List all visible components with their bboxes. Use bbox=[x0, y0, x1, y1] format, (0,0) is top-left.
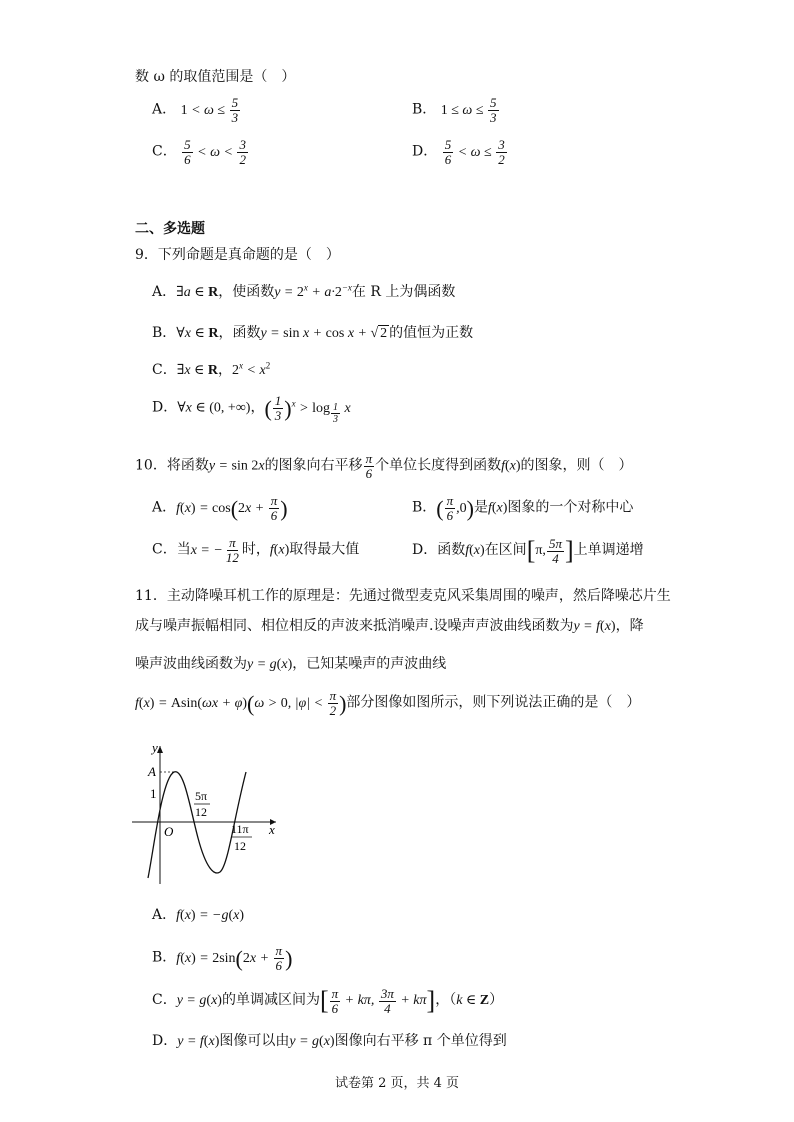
stem-text: 噪声波曲线函数为 bbox=[135, 656, 247, 672]
option-math: [π, $\frac{5\pi}{4}$ ] bbox=[526, 535, 574, 566]
option-label: B． bbox=[412, 101, 437, 118]
sine-graph bbox=[128, 738, 288, 886]
q8-option-d[interactable] bbox=[412, 138, 508, 167]
option-label: A． bbox=[152, 284, 177, 300]
amplitude-label: A bbox=[148, 764, 156, 779]
stem-math: f(x) bbox=[501, 458, 521, 474]
stem-math: f(x) = Asin(ωx + φ)(ω > 0, |φ| < $\frac{\pi}{2}$ ) bbox=[135, 688, 347, 718]
option-text: 的值恒为正数 bbox=[389, 325, 474, 341]
option-label: D． bbox=[152, 1033, 178, 1049]
option-text: 上单调递增 bbox=[573, 542, 644, 559]
option-text: 是 bbox=[473, 499, 488, 516]
y-axis-arrow bbox=[157, 746, 163, 753]
option-label: D． bbox=[412, 143, 438, 160]
option-text: ，使函数 bbox=[218, 284, 275, 300]
option-text: 在区间 bbox=[484, 542, 527, 559]
option-text: 当 bbox=[176, 541, 191, 558]
q9-option-c[interactable] bbox=[152, 359, 270, 379]
q10-stem bbox=[135, 452, 633, 481]
page-footer: 试卷第 2 页，共 4 页 bbox=[334, 1076, 460, 1091]
option-text: 图像可以由 bbox=[219, 1033, 290, 1049]
option-text: 在 R 上为偶函数 bbox=[351, 284, 456, 300]
tick1-den: 12 bbox=[195, 805, 207, 819]
option-label: A． bbox=[152, 907, 177, 923]
option-math: x = − $\frac{\pi}{12}$ bbox=[190, 535, 239, 565]
q10-option-c[interactable] bbox=[152, 536, 359, 565]
stem-text: ，降 bbox=[615, 618, 644, 634]
option-math: f(x) bbox=[465, 543, 485, 559]
option-math: $2^x < x^2$ bbox=[232, 360, 271, 378]
q11-line3 bbox=[135, 653, 446, 673]
q11-option-d[interactable] bbox=[152, 1030, 507, 1050]
q8-stem-tail: 数 ω 的取值范围是（ ） bbox=[135, 69, 296, 85]
tick1-num: 5π bbox=[195, 789, 208, 803]
tick2-num: 11π bbox=[231, 822, 249, 836]
q9-stem: 9．下列命题是真命题的是（ ） bbox=[135, 247, 340, 263]
option-text: ，（ bbox=[435, 992, 457, 1009]
option-text: 取得最大值 bbox=[289, 541, 360, 558]
option-label: B． bbox=[412, 499, 437, 516]
origin-label: O bbox=[164, 824, 174, 839]
option-text: 时， bbox=[241, 541, 270, 558]
option-math: $y = 2^x + a\cdot 2^{-x}$ bbox=[274, 282, 352, 300]
option-math: ∃a ∈ R bbox=[176, 285, 219, 300]
q11-line2 bbox=[135, 615, 644, 635]
option-label: C． bbox=[152, 541, 177, 558]
q10-option-a[interactable] bbox=[152, 494, 288, 523]
one-label: 1 bbox=[150, 786, 157, 801]
q9-option-b[interactable] bbox=[152, 322, 473, 342]
option-label: D． bbox=[412, 542, 438, 559]
q8-option-c[interactable] bbox=[152, 138, 249, 167]
option-label: B． bbox=[152, 949, 177, 966]
option-math: ∃x ∈ R bbox=[176, 363, 219, 378]
option-text: 图象的一个对称中心 bbox=[507, 499, 634, 516]
stem-math: y = g(x) bbox=[247, 657, 293, 672]
option-math: k ∈ Z bbox=[456, 993, 490, 1009]
option-math: f(x) = cos(2x + $\frac{\pi}{6}$ ) bbox=[176, 493, 288, 523]
q8-option-b[interactable] bbox=[412, 96, 500, 125]
option-math: f(x) bbox=[269, 542, 290, 558]
option-math: y = f(x) bbox=[177, 1034, 220, 1049]
option-label: C． bbox=[152, 143, 177, 160]
option-math: ( $\frac{\pi}{6}$ ,0) bbox=[436, 493, 474, 523]
section-title: 二、多选题 bbox=[135, 220, 205, 236]
stem-text: ，已知某噪声的声波曲线 bbox=[292, 656, 447, 672]
stem-text: 成与噪声振幅相同、相位相反的声波来抵消噪声.设噪声声波曲线函数为 bbox=[135, 618, 574, 634]
option-math: 1 ≤ ω ≤ $\frac{5}{3}$ bbox=[440, 95, 497, 125]
option-math: $\frac{5}{6}$ < ω < $\frac{3}{2}$ bbox=[184, 137, 246, 167]
option-label: C． bbox=[152, 992, 177, 1009]
tick2-den: 12 bbox=[234, 839, 246, 853]
x-label: x bbox=[269, 822, 275, 837]
option-text: 的单调减区间为 bbox=[221, 992, 320, 1009]
option-math: f(x) = −g(x) bbox=[176, 908, 245, 923]
q11-line4 bbox=[135, 689, 640, 718]
q11-option-c[interactable]: C．y = g(x)的单调减区间为[ $\frac{\pi}{6}$ + kπ, $\frac{3\pi}{4}$ + kπ]，（k ∈ Z） bbox=[152, 985, 504, 1016]
q11-option-b[interactable] bbox=[152, 944, 292, 973]
option-text: ，函数 bbox=[218, 325, 261, 341]
option-math: y = g(x) bbox=[289, 1034, 335, 1049]
stem-math: y = f(x) bbox=[573, 619, 616, 634]
option-math: ∀x ∈ (0, +∞) bbox=[177, 400, 251, 416]
stem-text: 部分图像如图所示，则下列说法正确的是（ ） bbox=[346, 694, 641, 711]
option-text: ， bbox=[218, 362, 233, 378]
option-label: A． bbox=[152, 499, 177, 516]
q8-option-a[interactable] bbox=[152, 96, 241, 125]
q9-option-d[interactable] bbox=[152, 394, 351, 425]
option-math: y = g(x) bbox=[176, 993, 222, 1009]
option-math: f(x) bbox=[487, 500, 508, 516]
q11-line1: 11．主动降噪耳机工作的原理是：先通过微型麦克风采集周围的噪声，然后降噪芯片生 bbox=[135, 588, 671, 604]
option-text: 图像向右平移 π 个单位得到 bbox=[334, 1033, 507, 1049]
option-text: ， bbox=[250, 399, 265, 416]
option-math: 1 < ω ≤ $\frac{5}{3}$ bbox=[180, 95, 239, 125]
y-label: y bbox=[152, 740, 158, 755]
q11-option-a[interactable] bbox=[152, 904, 244, 924]
q10-option-d[interactable] bbox=[412, 536, 644, 566]
stem-text: 10．将函数 bbox=[135, 457, 209, 474]
option-label: B． bbox=[152, 325, 177, 341]
option-label: A． bbox=[152, 101, 177, 118]
option-math: ( $\frac{1}{3}$ )$^x$ > log $_{\frac{1}{3}}$ x bbox=[264, 393, 351, 425]
option-label: C． bbox=[152, 362, 177, 378]
stem-text: 个单位长度得到函数 bbox=[375, 457, 502, 474]
option-math: $\frac{5}{6}$ < ω ≤ $\frac{3}{2}$ bbox=[444, 137, 505, 167]
option-label: D． bbox=[152, 399, 178, 416]
option-math: f(x) = 2sin(2x + $\frac{\pi}{6}$ ) bbox=[176, 943, 293, 973]
q10-option-b[interactable] bbox=[412, 494, 633, 523]
q9-option-a[interactable] bbox=[152, 281, 455, 301]
stem-text: 的图象，则（ ） bbox=[520, 457, 633, 474]
option-math: ∀x ∈ R bbox=[176, 326, 219, 341]
option-math: y = sin x + cos x + √ 2 bbox=[260, 326, 388, 341]
stem-text: 的图象向右平移 bbox=[264, 457, 363, 474]
option-math: [ $\frac{\pi}{6}$ + kπ, $\frac{3\pi}{4}$ + kπ] bbox=[319, 985, 436, 1016]
stem-math: y = sin 2x bbox=[208, 458, 265, 474]
option-text: 函数 bbox=[437, 542, 466, 559]
stem-math: $\frac{\pi}{6}$ bbox=[365, 451, 373, 481]
